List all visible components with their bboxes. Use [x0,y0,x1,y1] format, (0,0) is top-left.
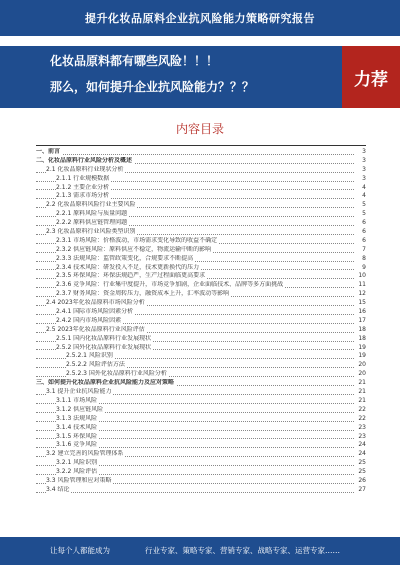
toc-entry-text: 2.3.6 竞争风险：行业集中度提升，市场竞争加剧，企业面临技术、品牌等多方面挑战 [56,281,284,289]
toc-entry-text: 3.2 建立完善的风险管理体系 [46,450,124,458]
toc-page-number: 17 [358,316,366,324]
toc-entry[interactable] [36,281,366,290]
toc-entry[interactable] [36,246,366,255]
toc-page-number: 4 [362,192,366,200]
toc-page-number: 27 [358,485,366,493]
toc-page-number: 18 [358,325,366,333]
toc-entry[interactable] [36,184,366,193]
toc-page-number: 15 [358,299,366,307]
hero-subheadline: 那么，如何提升企业抗风险能力？？？ [50,80,255,94]
toc-entry[interactable] [36,424,366,433]
toc-page-number: 3 [362,148,366,155]
toc-entry-text: 3.1.4 技术风险 [56,423,98,431]
toc-entry-text: 3.1.3 法规风险 [56,414,98,422]
toc-entry[interactable] [36,228,366,237]
toc-entry-text: 2.2.1 原料风险与质量问题 [56,210,128,218]
toc-entry-text: 2.1 化妆品原料行业现状分析 [46,165,124,173]
toc-entry[interactable] [36,406,366,415]
toc-entry-text: 3.4 结论 [46,485,70,493]
report-title: 提升化妆品原料企业抗风险能力策略研究报告 [85,12,315,25]
toc-page-number: 19 [358,352,366,360]
footer-slogan: 让每个人都能成为 [50,546,110,555]
toc-page-number: 6 [362,228,366,236]
toc-entry-text: 2.3.2 供应链风险：原料供应不稳定，物流运输中断的影响 [56,245,212,253]
toc-entry[interactable] [36,459,366,468]
toc-entry[interactable] [36,468,366,477]
toc-entry[interactable] [36,397,366,406]
toc-entry[interactable] [36,166,366,175]
toc-entry[interactable] [36,450,366,459]
toc-page-number: 16 [358,308,366,316]
toc-page-number: 25 [358,468,366,476]
toc-entry-text: 3.2.1 风险识别 [56,459,98,467]
toc-page-number: 9 [362,263,366,271]
toc-page-number: 23 [358,432,366,440]
toc-entry-text: 3.2.2 风险评估 [56,468,98,476]
toc-page-number: 3 [362,156,366,164]
toc-entry-text: 2.3.3 法规风险：监管政策变化，合规要求不断提高 [56,254,194,262]
toc-entry-text: 2.4 2023年化妆品原料市场风险分析 [46,299,145,307]
footer-roles: 行业专家、策略专家、营销专家、战略专家、运营专家…… [145,546,340,555]
toc-page-number: 22 [358,405,366,413]
toc-entry[interactable] [36,317,366,326]
toc-page-number: 7 [362,245,366,253]
toc-entry[interactable] [36,201,366,210]
toc-entry-text: 2.2.2 原料供应链管理问题 [56,219,128,227]
toc-entry[interactable] [36,388,366,397]
toc-entry[interactable] [36,255,366,264]
toc-page-number: 23 [358,423,366,431]
toc-entry-text: 2.5 2023年化妆品原料行业风险评估 [46,325,145,333]
toc-entry-text: 3.1.2 供应链风险 [56,405,104,413]
toc-page-number: 8 [362,254,366,262]
toc-entry-text: 3.3 风险管理和应对策略 [46,476,112,484]
table-of-contents [36,148,366,495]
toc-page-number: 24 [358,441,366,449]
toc-entry[interactable] [36,308,366,317]
toc-entry[interactable] [36,335,366,344]
toc-entry[interactable] [36,237,366,246]
toc-entry[interactable] [36,415,366,424]
toc-entry[interactable] [36,379,366,388]
toc-page-number: 26 [358,476,366,484]
toc-page-number: 18 [358,334,366,342]
toc-entry[interactable] [36,299,366,308]
toc-entry-text: 2.3.1 市场风险：价格波动，市场需求变化导致的收益不确定 [56,236,218,244]
toc-page-number: 4 [362,183,366,191]
toc-page-number: 19 [358,343,366,351]
recommend-badge: 力荐 [342,46,400,108]
toc-page-number: 21 [358,396,366,404]
toc-entry[interactable] [36,210,366,219]
toc-leader [36,154,354,155]
toc-page-number: 3 [362,165,366,173]
toc-page-number: 25 [358,459,366,467]
toc-page-number: 20 [358,361,366,369]
toc-entry-text: 2.1.1 行业规模数据 [56,174,110,182]
toc-entry[interactable] [36,326,366,335]
hero-headline: 化妆品原料都有哪些风险！！！ [50,54,219,68]
toc-entry-text: 2.2 化妆品原料风险行业主要风险 [46,201,136,209]
toc-page-number: 20 [358,370,366,378]
toc-entry-text: 2.3.4 技术风险：研发投入不足，技术更新换代的压力 [56,263,200,271]
toc-entry-text: 三、如何提升化妆品原料企业抗风险能力及应对策略 [36,379,175,387]
toc-entry-text: 2.5.2.2 风险评估方法 [66,361,125,369]
toc-entry-text: 3.1.6 竞争风险 [56,441,98,449]
toc-entry-text: 2.1.3 需求市场分析 [56,192,110,200]
toc-divider [36,145,366,146]
toc-entry[interactable] [36,192,366,201]
toc-page-number: 6 [362,219,366,227]
toc-entry[interactable] [36,477,366,486]
toc-page-number: 12 [358,290,366,298]
toc-page-number: 10 [358,272,366,280]
toc-entry-text: 2.5.2.3 国外化妆品原料行业风险分析 [66,370,167,378]
toc-entry[interactable] [36,344,366,353]
toc-entry-text: 2.3.7 财务风险：资金周转压力，融资成本上升，汇率波动等影响 [56,290,230,298]
toc-entry-text: 2.5.2 国外化妆品原料行业发展现状 [56,343,152,351]
toc-page-number: 21 [358,388,366,396]
toc-entry[interactable] [36,272,366,281]
toc-page-number: 6 [362,236,366,244]
toc-entry-text: 2.5.2.1 风险识别 [66,352,113,360]
toc-entry[interactable] [36,370,366,379]
toc-entry-text: 二、化妆品原料行业风险分析及概述 [36,156,133,164]
toc-page-number: 5 [362,201,366,209]
toc-leader [36,492,354,493]
toc-entry[interactable] [36,433,366,442]
toc-entry[interactable] [36,441,366,450]
toc-entry-text: 2.4.1 国际市场风险因素分析 [56,308,134,316]
toc-entry-text: 3.1 提升企业抗风险能力 [46,388,112,396]
toc-page-number: 11 [358,281,366,289]
toc-entry[interactable] [36,175,366,184]
toc-entry-text: 3.1.5 环保风险 [56,432,98,440]
toc-entry[interactable] [36,361,366,370]
toc-entry[interactable] [36,157,366,166]
toc-entry[interactable] [36,290,366,299]
toc-page-number: 24 [358,450,366,458]
toc-page-number: 3 [362,174,366,182]
toc-entry[interactable] [36,264,366,273]
toc-entry[interactable] [36,219,366,228]
toc-entry-text: 3.1.1 市场风险 [56,396,98,404]
toc-entry[interactable] [36,148,366,157]
toc-entry-text: 2.5.1 国内化妆品原料行业发展现状 [56,334,152,342]
toc-entry[interactable] [36,486,366,495]
toc-entry[interactable] [36,352,366,361]
toc-page-number: 21 [358,379,366,387]
toc-entry-text: 2.3 化妆品原料行业风险类型识别 [46,228,136,236]
toc-entry-text: 2.1.2 主要企业分析 [56,183,110,191]
toc-title: 内容目录 [175,122,224,136]
toc-entry-text: 一、前言 [36,148,61,155]
toc-page-number: 22 [358,414,366,422]
toc-entry-text: 2.4.2 国内市场风险因素 [56,316,122,324]
toc-entry-text: 2.3.5 环保风险：环保法规趋严，生产过程面临更高要求 [56,272,206,280]
toc-page-number: 5 [362,210,366,218]
